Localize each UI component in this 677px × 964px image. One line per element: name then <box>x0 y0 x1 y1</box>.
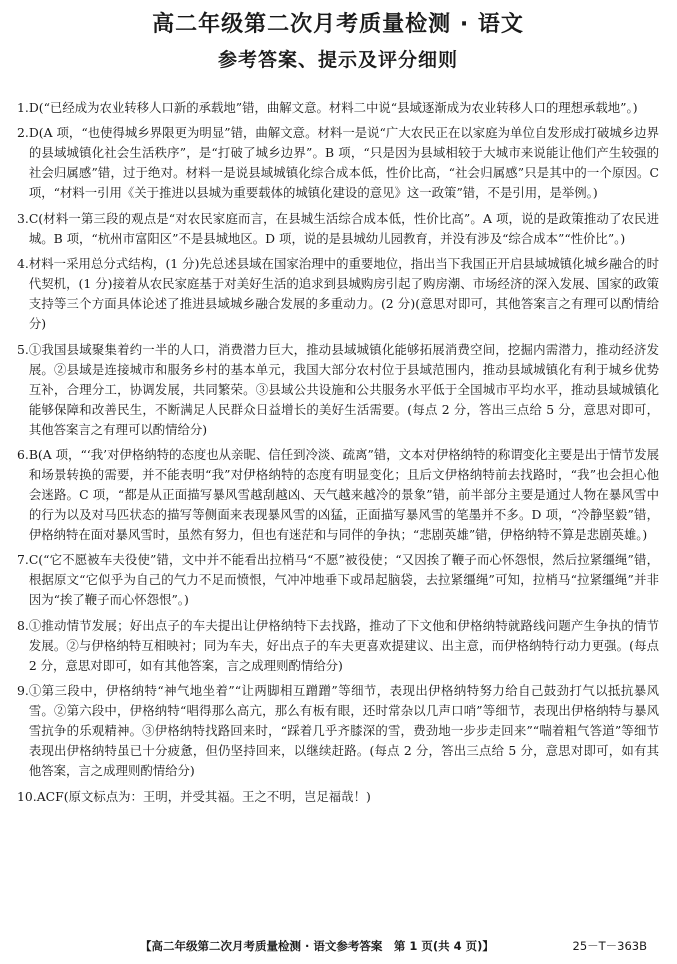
answer-number: 9. <box>17 683 29 699</box>
answer-text: ①第三段中，伊格纳特“神气地坐着”“让两脚相互蹭蹭”等细节，表现出伊格纳特努力给自己鼓劲打气以抵抗暴风雪。②第六段中，伊格纳特“唱得那么高亢，那么有板有眼，还时常杂以几声口哨”等细节，表现出伊格纳特与暴风雪抗争的乐观精神。③伊格纳特找路回来时，“踩着几乎齐膝深的雪，费劲地一步步走回来”“喘着粗气答道”等细节表现出伊格纳特虽已十分疲惫，但仍坚持回来，以继续赶路。(每点 2 分，答出三点给 5 分，意思对即可，如有其他答案，言之成理则酌情给分) <box>28 683 659 779</box>
answer-number: 6. <box>17 446 29 462</box>
answer-item-6 <box>17 445 659 545</box>
page-title: 高二年级第二次月考质量检测 · 语文 <box>152 12 524 37</box>
page-footer <box>0 937 677 955</box>
answer-number: 2. <box>17 125 29 141</box>
answer-text: C(材料一第三段的观点是“对农民家庭而言，在县城生活综合成本低，性价比高”。A 项，说的是政策推动了农民进城。B 项，“杭州市富阳区”不是县城地区。D 项，说的是县城幼儿园教育，并没有涉及“综合成本”“性价比”。) <box>28 210 659 246</box>
answer-text: ACF(原文标点为：王明，并受其福。王之不明，岂足福哉！) <box>36 788 371 804</box>
answer-number: 4. <box>17 256 29 272</box>
footer-page-info: 【高二年级第二次月考质量检测 · 语文参考答案 第 1 页(共 4 页)】 <box>140 939 494 953</box>
answer-item-4 <box>17 254 659 334</box>
answer-item-10 <box>17 787 659 807</box>
answer-text: D(“已经成为农业转移人口新的承载地”错，曲解文意。材料二中说“县域逐渐成为农业转移人口的理想承载地”。) <box>28 100 638 115</box>
answer-number: 5. <box>17 341 29 357</box>
answer-number: 8. <box>17 617 29 633</box>
answer-item-7 <box>17 550 659 610</box>
answer-item-1 <box>17 98 659 118</box>
footer-doc-code: 25－T－363B <box>572 939 647 953</box>
answer-number: 10. <box>17 788 37 804</box>
answer-text: D(A 项，“也使得城乡界限更为明显”错，曲解文意。材料一是说“广大农民正在以家庭为单位自发形成打破城乡边界的县域城镇化社会生活秩序”，是“打破了城乡边界”。B 项，“只是因为县域相较于大城市来说能让他们产生较强的社会归属感”错，过于绝对。材料一是说县域城镇化综合成本低，性价比高，“社会归属感”只是其中的一个原因。C 项，“材料一引用《关于推进以县城为重要载体的城镇化建设的意见》这一政策”错，不是引用，是举例。) <box>28 125 659 201</box>
answer-number: 7. <box>17 552 29 568</box>
answer-number: 1. <box>17 100 29 115</box>
answer-text: C(“它不愿被车夫役使”错，文中并不能看出拉梢马“不愿”被役使；“又因挨了鞭子而心怀怨恨，然后拉紧缰绳”错，根据原文“它似乎为自己的气力不足而愤恨，气冲冲地垂下或昂起脑袋，去拉紧缰绳”可知，拉梢马“拉紧缰绳”并非因为“挨了鞭子而心怀怨恨”。) <box>28 552 659 608</box>
answer-text: ①推动情节发展；好出点子的车夫提出让伊格纳特下去找路，推动了下文他和伊格纳特就路线问题产生争执的情节发展。②与伊格纳特互相映衬；同为车夫，好出点子的车夫更喜欢提建议、出主意，而伊格纳特行动力更强。(每点 2 分，意思对即可，如有其他答案，言之成理则酌情给分) <box>28 617 659 673</box>
answer-item-8 <box>17 616 659 676</box>
answer-list <box>17 98 659 807</box>
answer-text: ①我国县域聚集着约一半的人口，消费潜力巨大，推动县域城镇化能够拓展消费空间，挖掘内需潜力，推动经济发展。②县域是连接城市和服务乡村的基本单元，我国大部分农村位于县域范围内，推动县域城镇化有利于城乡优势互补，合理分工，协调发展，共同繁荣。③县域公共设施和公共服务水平低于全国城市平均水平，推动县域城镇化能够保障和改善民生，不断满足人民群众日益增长的美好生活需要。(每点 2 分，答出三点给 5 分，意思对即可，其他答案言之有理可以酌情给分) <box>28 341 659 437</box>
answer-text: B(A 项，“‘我’对伊格纳特的态度也从亲昵、信任到冷淡、疏离”错，文本对伊格纳特的称谓变化主要是出于情节发展和场景转换的需要，并不能表明“我”对伊格纳特的态度有明显变化；且后文伊格纳特前去找路时，“我”也会担心他会迷路。C 项，“都是从正面描写暴风雪越刮越凶、天气越来越冷的景象”错，前半部分主要是通过人物在暴风雪中的行为以及对马匹状态的描写等侧面来表现暴风雪的凶猛，正面描写暴风雪的笔墨并不多。D 项，“冷静坚毅”错，伊格纳特在面对暴风雪时，虽然有努力，但也有迷茫和与同伴的争执；“悲剧英雄”错，伊格纳特不算是悲剧英雄。) <box>28 446 659 542</box>
answer-item-2 <box>17 123 659 203</box>
answer-item-3 <box>17 209 659 249</box>
answer-text: 材料一采用总分式结构，(1 分)先总述县域在国家治理中的重要地位，指出当下我国正开启县域城镇化城乡融合的时代契机，(1 分)接着从农民家庭基于对美好生活的追求到县城购房引起了购房潮、市场经济的深入发展、国家的政策支持等三个方面具体论述了推进县域城乡融合发展的多重动力。(2 分)(意思对即可，其他答案言之有理可以酌情给分) <box>28 256 659 332</box>
page-subtitle: 参考答案、提示及评分细则 <box>217 49 458 71</box>
answer-item-5 <box>17 340 659 440</box>
answer-number: 3. <box>17 210 29 226</box>
answer-item-9 <box>17 681 659 781</box>
